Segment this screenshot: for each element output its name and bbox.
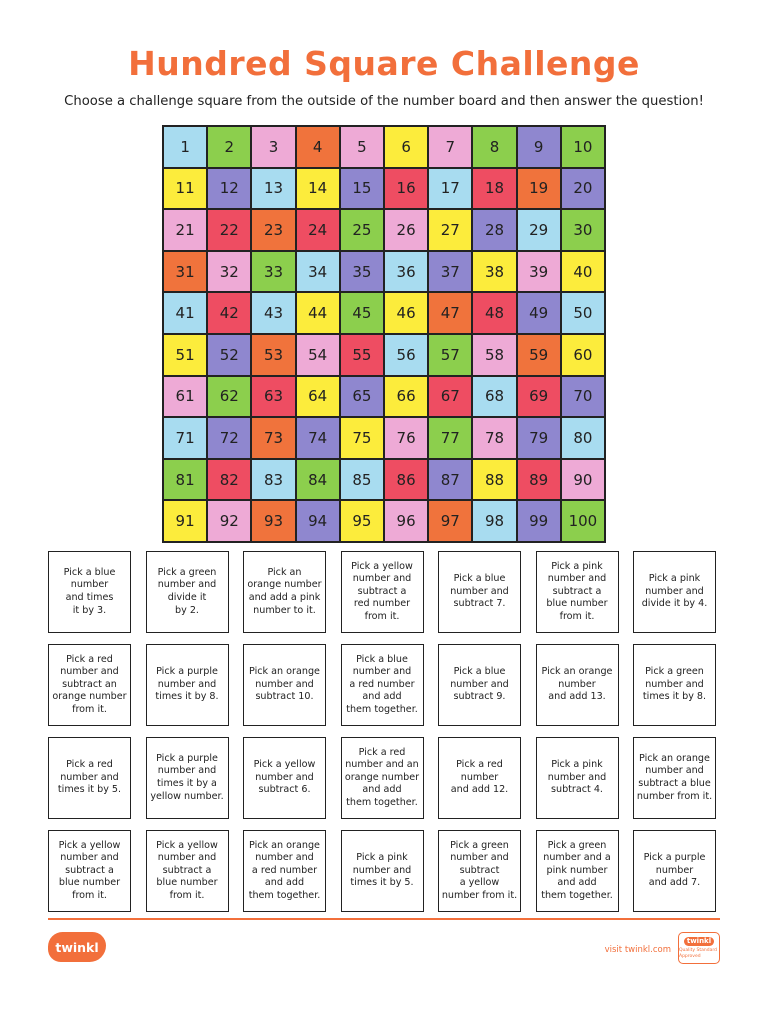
quality-badge	[678, 932, 720, 964]
number-cell[interactable]: 57	[428, 334, 472, 376]
challenge-card[interactable]: Pick an orange number and a red number and add them together.	[243, 830, 326, 912]
number-cell[interactable]: 64	[296, 376, 340, 418]
number-cell[interactable]: 4	[296, 126, 340, 168]
number-cell[interactable]: 53	[251, 334, 295, 376]
number-cell[interactable]: 79	[517, 417, 561, 459]
number-cell[interactable]: 42	[207, 292, 251, 334]
number-cell[interactable]: 23	[251, 209, 295, 251]
challenge-card[interactable]: Pick an orange number and subtract 10.	[243, 644, 326, 726]
challenge-card[interactable]: Pick a yellow number and subtract a blue number from it.	[146, 830, 229, 912]
number-cell[interactable]: 74	[296, 417, 340, 459]
number-cell[interactable]: 31	[163, 251, 207, 293]
number-cell[interactable]: 61	[163, 376, 207, 418]
number-cell[interactable]: 11	[163, 168, 207, 210]
challenge-card[interactable]: Pick a pink number and subtract a blue number from it.	[536, 551, 619, 633]
number-cell[interactable]: 38	[472, 251, 516, 293]
number-cell[interactable]: 77	[428, 417, 472, 459]
number-cell[interactable]: 52	[207, 334, 251, 376]
number-cell[interactable]: 94	[296, 500, 340, 542]
number-cell[interactable]: 54	[296, 334, 340, 376]
number-cell[interactable]: 43	[251, 292, 295, 334]
challenge-card[interactable]: Pick a purple number and add 7.	[633, 830, 716, 912]
challenge-card[interactable]: Pick an orange number and add a pink number to it.	[243, 551, 326, 633]
number-cell[interactable]: 25	[340, 209, 384, 251]
number-cell[interactable]: 1	[163, 126, 207, 168]
number-cell[interactable]: 84	[296, 459, 340, 501]
number-cell[interactable]: 82	[207, 459, 251, 501]
challenge-card[interactable]: Pick a green number and subtract a yellow number from it.	[438, 830, 521, 912]
number-cell[interactable]: 59	[517, 334, 561, 376]
number-cell[interactable]: 69	[517, 376, 561, 418]
footer-divider	[48, 918, 720, 920]
challenge-card[interactable]: Pick a red number and subtract an orange number from it.	[48, 644, 131, 726]
visit-link[interactable]: visit twinkl.com	[604, 945, 671, 955]
number-cell[interactable]: 27	[428, 209, 472, 251]
number-cell[interactable]: 35	[340, 251, 384, 293]
challenge-card[interactable]: Pick a purple number and times it by 8.	[146, 644, 229, 726]
challenge-card[interactable]: Pick a pink number and divide it by 4.	[633, 551, 716, 633]
number-cell[interactable]: 15	[340, 168, 384, 210]
number-cell[interactable]: 60	[561, 334, 605, 376]
page-subtitle: Choose a challenge square from the outside of the number board and then answer the question!	[64, 94, 704, 109]
challenge-cards	[48, 551, 720, 912]
number-cell[interactable]: 87	[428, 459, 472, 501]
number-cell[interactable]: 20	[561, 168, 605, 210]
number-cell[interactable]: 66	[384, 376, 428, 418]
number-cell[interactable]: 65	[340, 376, 384, 418]
challenge-card[interactable]: Pick a blue number and times it by 3.	[48, 551, 131, 633]
challenge-card[interactable]: Pick a red number and times it by 5.	[48, 737, 131, 819]
number-cell[interactable]: 8	[472, 126, 516, 168]
number-cell[interactable]: 70	[561, 376, 605, 418]
number-cell[interactable]: 32	[207, 251, 251, 293]
number-cell[interactable]: 44	[296, 292, 340, 334]
number-cell[interactable]: 13	[251, 168, 295, 210]
number-cell[interactable]: 63	[251, 376, 295, 418]
number-cell[interactable]: 18	[472, 168, 516, 210]
challenge-card[interactable]: Pick a blue number and subtract 7.	[438, 551, 521, 633]
number-cell[interactable]: 90	[561, 459, 605, 501]
challenge-card[interactable]: Pick a pink number and subtract 4.	[536, 737, 619, 819]
challenge-card[interactable]: Pick an orange number and add 13.	[536, 644, 619, 726]
challenge-card[interactable]: Pick an orange number and subtract a blue number from it.	[633, 737, 716, 819]
number-cell[interactable]: 95	[340, 500, 384, 542]
challenge-card[interactable]: Pick a pink number and times it by 5.	[341, 830, 424, 912]
number-cell[interactable]: 91	[163, 500, 207, 542]
number-cell[interactable]: 81	[163, 459, 207, 501]
number-cell[interactable]: 29	[517, 209, 561, 251]
number-cell[interactable]: 89	[517, 459, 561, 501]
number-cell[interactable]: 28	[472, 209, 516, 251]
number-cell[interactable]: 37	[428, 251, 472, 293]
number-cell[interactable]: 96	[384, 500, 428, 542]
number-cell[interactable]: 39	[517, 251, 561, 293]
number-cell[interactable]: 88	[472, 459, 516, 501]
number-cell[interactable]: 93	[251, 500, 295, 542]
number-cell[interactable]: 14	[296, 168, 340, 210]
number-cell[interactable]: 73	[251, 417, 295, 459]
number-cell[interactable]: 34	[296, 251, 340, 293]
number-cell[interactable]: 3	[251, 126, 295, 168]
number-cell[interactable]: 75	[340, 417, 384, 459]
number-cell[interactable]: 45	[340, 292, 384, 334]
number-cell[interactable]: 21	[163, 209, 207, 251]
number-cell[interactable]: 58	[472, 334, 516, 376]
page-title: Hundred Square Challenge	[128, 44, 640, 83]
number-cell[interactable]: 24	[296, 209, 340, 251]
number-cell[interactable]: 76	[384, 417, 428, 459]
number-cell[interactable]: 26	[384, 209, 428, 251]
number-cell[interactable]: 78	[472, 417, 516, 459]
number-cell[interactable]: 12	[207, 168, 251, 210]
badge-title: twinkl	[684, 937, 714, 946]
number-cell[interactable]: 86	[384, 459, 428, 501]
challenge-card[interactable]: Pick a blue number and a red number and add them together.	[341, 644, 424, 726]
number-cell[interactable]: 51	[163, 334, 207, 376]
number-cell[interactable]: 30	[561, 209, 605, 251]
number-cell[interactable]: 2	[207, 126, 251, 168]
number-cell[interactable]: 98	[472, 500, 516, 542]
number-cell[interactable]: 19	[517, 168, 561, 210]
number-cell[interactable]: 5	[340, 126, 384, 168]
challenge-card[interactable]: Pick a blue number and subtract 9.	[438, 644, 521, 726]
number-cell[interactable]: 83	[251, 459, 295, 501]
number-cell[interactable]: 72	[207, 417, 251, 459]
challenge-card[interactable]: Pick a purple number and times it by a yellow number.	[146, 737, 229, 819]
number-cell[interactable]: 22	[207, 209, 251, 251]
number-cell[interactable]: 100	[561, 500, 605, 542]
number-cell[interactable]: 9	[517, 126, 561, 168]
number-cell[interactable]: 16	[384, 168, 428, 210]
badge-caption: Quality Standard Approved	[679, 947, 717, 959]
logo-text: twinkl	[55, 939, 99, 955]
number-cell[interactable]: 55	[340, 334, 384, 376]
number-cell[interactable]: 49	[517, 292, 561, 334]
challenge-card[interactable]: Pick a yellow number and subtract a blue number from it.	[48, 830, 131, 912]
number-cell[interactable]: 80	[561, 417, 605, 459]
number-cell[interactable]: 47	[428, 292, 472, 334]
number-cell[interactable]: 92	[207, 500, 251, 542]
number-cell[interactable]: 56	[384, 334, 428, 376]
number-cell[interactable]: 50	[561, 292, 605, 334]
number-cell[interactable]: 46	[384, 292, 428, 334]
challenge-card[interactable]: Pick a yellow number and subtract a red number from it.	[341, 551, 424, 633]
challenge-card[interactable]: Pick a green number and divide it by 2.	[146, 551, 229, 633]
challenge-card[interactable]: Pick a yellow number and subtract 6.	[243, 737, 326, 819]
challenge-card[interactable]: Pick a green number and times it by 8.	[633, 644, 716, 726]
challenge-card[interactable]: Pick a green number and a pink number and add them together.	[536, 830, 619, 912]
number-cell[interactable]: 48	[472, 292, 516, 334]
number-cell[interactable]: 17	[428, 168, 472, 210]
challenge-card[interactable]: Pick a red number and an orange number and add them together.	[341, 737, 424, 819]
number-cell[interactable]: 10	[561, 126, 605, 168]
number-cell[interactable]: 36	[384, 251, 428, 293]
number-cell[interactable]: 85	[340, 459, 384, 501]
number-cell[interactable]: 99	[517, 500, 561, 542]
number-cell[interactable]: 71	[163, 417, 207, 459]
number-cell[interactable]: 68	[472, 376, 516, 418]
number-cell[interactable]: 40	[561, 251, 605, 293]
number-cell[interactable]: 67	[428, 376, 472, 418]
number-cell[interactable]: 41	[163, 292, 207, 334]
hundred-square-board	[162, 125, 606, 543]
number-cell[interactable]: 62	[207, 376, 251, 418]
twinkl-logo[interactable]	[48, 932, 106, 962]
number-cell[interactable]: 7	[428, 126, 472, 168]
number-cell[interactable]: 6	[384, 126, 428, 168]
number-cell[interactable]: 33	[251, 251, 295, 293]
challenge-card[interactable]: Pick a red number and add 12.	[438, 737, 521, 819]
number-cell[interactable]: 97	[428, 500, 472, 542]
